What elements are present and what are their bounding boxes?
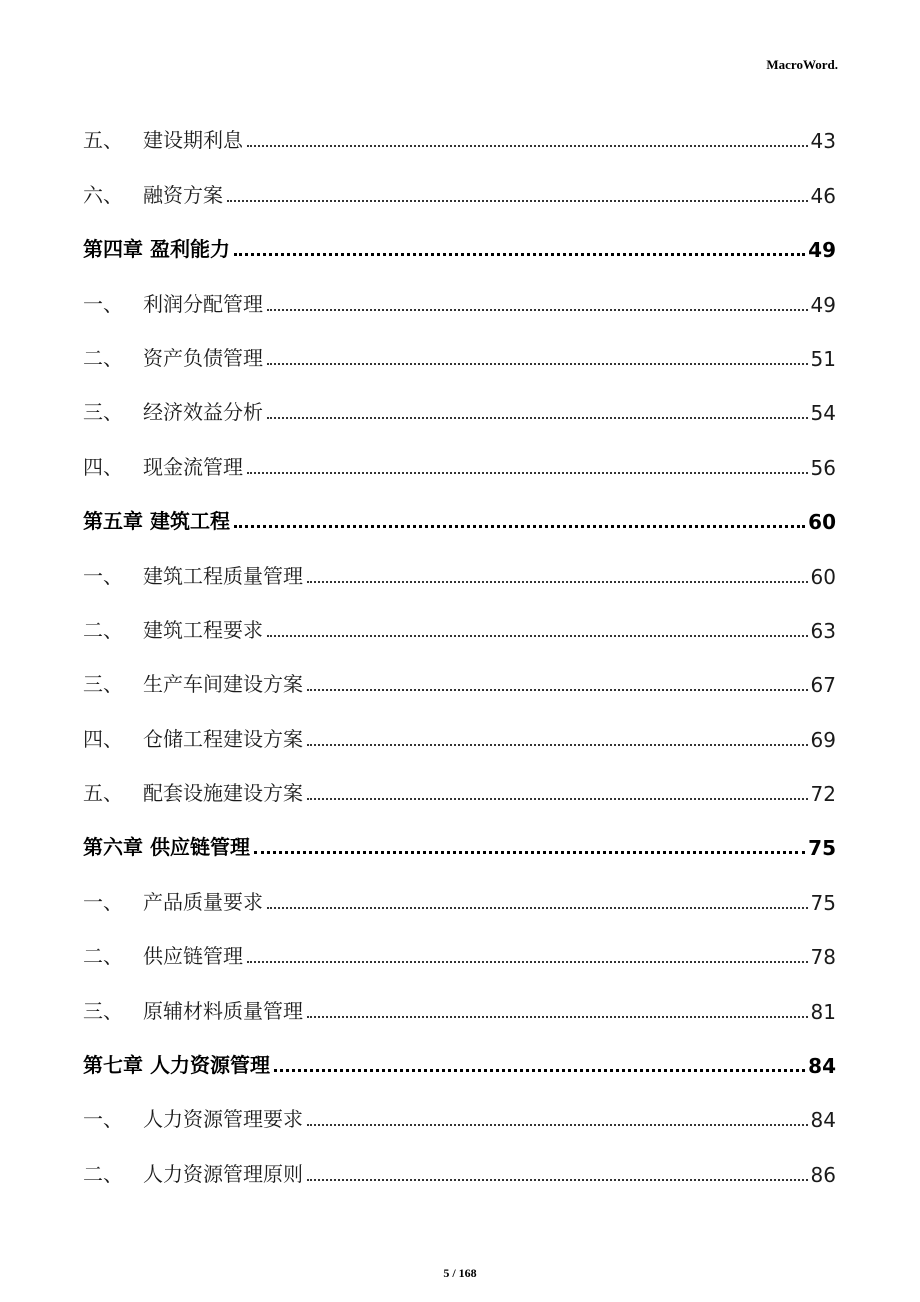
toc-entry-number: 二、 xyxy=(83,345,123,370)
toc-dot-leader xyxy=(267,635,808,637)
table-of-contents xyxy=(83,99,836,1187)
toc-entry-title: 供应链管理 xyxy=(143,944,243,969)
toc-dot-leader xyxy=(234,253,805,256)
toc-entry-title: 配套设施建设方案 xyxy=(143,781,303,806)
toc-entry-number: 四、 xyxy=(83,454,123,479)
toc-entry-title: 资产负债管理 xyxy=(143,345,263,370)
toc-entry-number: 一、 xyxy=(83,563,123,588)
toc-entry-title: 仓储工程建设方案 xyxy=(143,726,303,751)
toc-entry-number: 一、 xyxy=(83,291,123,316)
toc-entry-title: 经济效益分析 xyxy=(143,400,263,425)
toc-dot-leader xyxy=(267,309,808,311)
toc-entry-page: 78 xyxy=(810,945,836,970)
toc-section-entry[interactable] xyxy=(83,915,836,969)
toc-entry-page: 56 xyxy=(810,455,836,480)
toc-entry-page: 75 xyxy=(810,890,836,915)
toc-dot-leader xyxy=(307,744,808,746)
toc-section-entry[interactable] xyxy=(83,752,836,806)
toc-entry-number: 三、 xyxy=(83,400,123,425)
toc-section-entry[interactable] xyxy=(83,99,836,153)
toc-dot-leader xyxy=(307,1124,808,1126)
toc-entry-title: 产品质量要求 xyxy=(143,889,263,914)
toc-entry-page: 67 xyxy=(810,673,836,698)
toc-dot-leader xyxy=(274,1069,805,1072)
toc-dot-leader xyxy=(247,961,808,963)
toc-entry-title: 人力资源管理原则 xyxy=(143,1161,303,1186)
toc-entry-page: 75 xyxy=(808,836,836,861)
toc-entry-page: 54 xyxy=(810,401,836,426)
toc-dot-leader xyxy=(307,798,808,800)
toc-entry-number: 二、 xyxy=(83,617,123,642)
toc-dot-leader xyxy=(267,907,808,909)
toc-entry-page: 81 xyxy=(810,999,836,1024)
toc-section-entry[interactable] xyxy=(83,860,836,914)
toc-entry-number: 五、 xyxy=(83,128,123,153)
toc-entry-number: 三、 xyxy=(83,998,123,1023)
toc-entry-page: 84 xyxy=(808,1054,836,1079)
toc-entry-number: 四、 xyxy=(83,726,123,751)
toc-entry-title: 第六章 供应链管理 xyxy=(83,835,250,860)
page-number: 5 / 168 xyxy=(443,1266,477,1280)
toc-entry-number: 六、 xyxy=(83,182,123,207)
toc-entry-title: 生产车间建设方案 xyxy=(143,672,303,697)
toc-entry-number: 三、 xyxy=(83,672,123,697)
toc-dot-leader xyxy=(267,417,808,419)
toc-entry-title: 融资方案 xyxy=(143,182,223,207)
toc-section-entry[interactable] xyxy=(83,697,836,751)
toc-entry-page: 51 xyxy=(810,346,836,371)
toc-section-entry[interactable] xyxy=(83,153,836,207)
toc-dot-leader xyxy=(247,472,808,474)
toc-section-entry[interactable] xyxy=(83,1078,836,1132)
toc-section-entry[interactable] xyxy=(83,425,836,479)
toc-dot-leader xyxy=(307,1179,808,1181)
toc-section-entry[interactable] xyxy=(83,534,836,588)
toc-entry-page: 49 xyxy=(808,238,836,263)
toc-chapter-entry[interactable] xyxy=(83,806,836,860)
toc-entry-page: 60 xyxy=(808,510,836,535)
toc-entry-page: 86 xyxy=(810,1162,836,1187)
toc-entry-title: 现金流管理 xyxy=(143,454,243,479)
header-brand: MacroWord. xyxy=(766,57,838,72)
toc-entry-title: 利润分配管理 xyxy=(143,291,263,316)
toc-entry-page: 60 xyxy=(810,564,836,589)
toc-chapter-entry[interactable] xyxy=(83,480,836,534)
toc-dot-leader xyxy=(234,525,805,528)
toc-entry-number: 一、 xyxy=(83,1107,123,1132)
toc-section-entry[interactable] xyxy=(83,643,836,697)
toc-dot-leader xyxy=(247,145,808,147)
toc-entry-page: 49 xyxy=(810,292,836,317)
toc-entry-title: 建筑工程质量管理 xyxy=(143,563,303,588)
toc-section-entry[interactable] xyxy=(83,317,836,371)
toc-entry-title: 第七章 人力资源管理 xyxy=(83,1053,270,1078)
toc-dot-leader xyxy=(307,689,808,691)
toc-entry-title: 第五章 建筑工程 xyxy=(83,509,230,534)
toc-entry-page: 69 xyxy=(810,727,836,752)
toc-section-entry[interactable] xyxy=(83,1132,836,1186)
toc-section-entry[interactable] xyxy=(83,371,836,425)
toc-entry-page: 43 xyxy=(810,129,836,154)
toc-section-entry[interactable] xyxy=(83,262,836,316)
toc-entry-title: 建设期利息 xyxy=(143,128,243,153)
toc-entry-title: 原辅材料质量管理 xyxy=(143,998,303,1023)
toc-entry-page: 46 xyxy=(810,183,836,208)
toc-chapter-entry[interactable] xyxy=(83,1024,836,1078)
toc-chapter-entry[interactable] xyxy=(83,208,836,262)
toc-entry-page: 84 xyxy=(810,1108,836,1133)
toc-section-entry[interactable] xyxy=(83,969,836,1023)
toc-entry-title: 人力资源管理要求 xyxy=(143,1107,303,1132)
toc-entry-page: 72 xyxy=(810,782,836,807)
toc-entry-title: 第四章 盈利能力 xyxy=(83,237,230,262)
toc-section-entry[interactable] xyxy=(83,589,836,643)
toc-entry-page: 63 xyxy=(810,618,836,643)
toc-entry-number: 五、 xyxy=(83,781,123,806)
toc-entry-number: 二、 xyxy=(83,1161,123,1186)
toc-entry-number: 二、 xyxy=(83,944,123,969)
toc-dot-leader xyxy=(267,363,808,365)
toc-dot-leader xyxy=(254,851,805,854)
toc-dot-leader xyxy=(307,581,808,583)
toc-entry-number: 一、 xyxy=(83,889,123,914)
toc-dot-leader xyxy=(227,200,808,202)
toc-dot-leader xyxy=(307,1016,808,1018)
toc-entry-title: 建筑工程要求 xyxy=(143,617,263,642)
